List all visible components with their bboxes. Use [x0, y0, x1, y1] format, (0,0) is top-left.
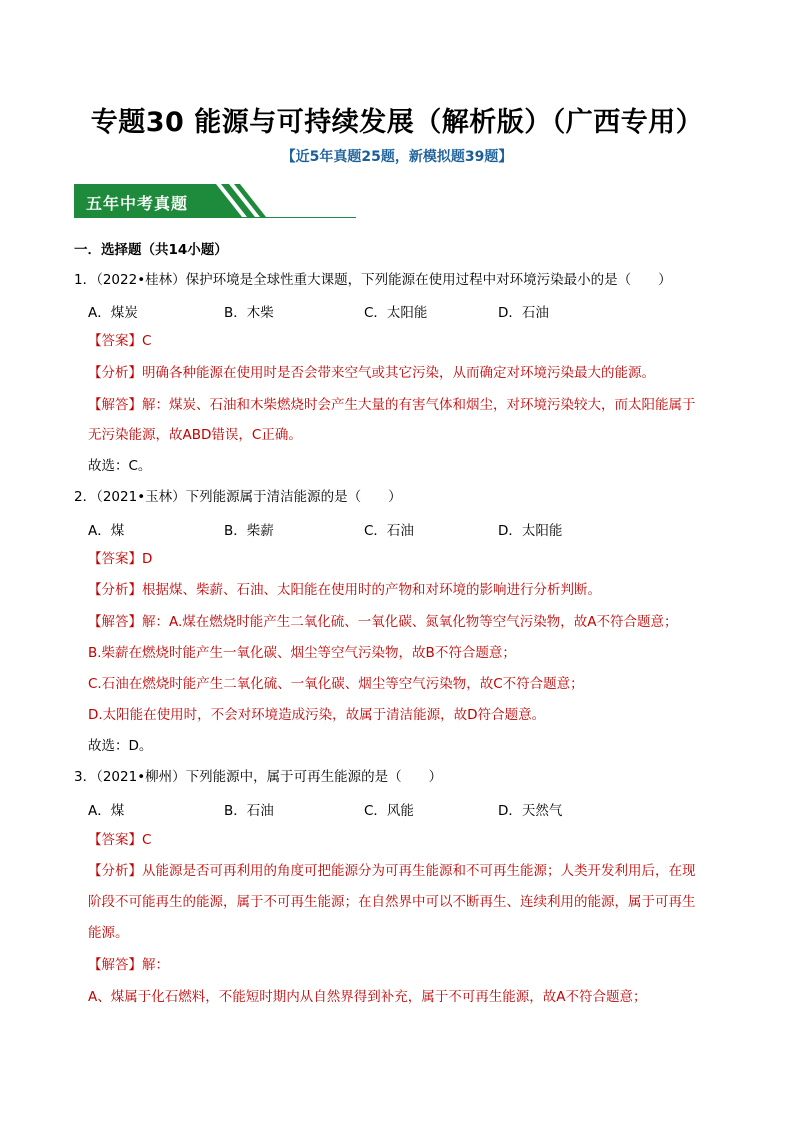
question-2-solution-line: 【解答】解：A.煤在燃烧时能产生二氧化硫、一氧化碳、氮氧化物等空气污染物，故A不符合题意；: [88, 614, 678, 630]
question-2-option-d: D．太阳能: [498, 523, 563, 539]
section-heading: 一．选择题（共14小题）: [74, 242, 228, 258]
question-2-option-a: A．煤: [88, 523, 125, 539]
question-2-solution-line: D.太阳能在使用时，不会对环境造成污染，故属于清洁能源，故D符合题意。: [88, 707, 546, 723]
question-3-option-d: D．天然气: [498, 803, 563, 819]
page-subtitle: 【近5年真题25题，新模拟题39题】: [281, 149, 513, 165]
question-2-choice: 故选：D。: [88, 738, 153, 754]
question-2-stem: 2．（2021•玉林）下列能源属于清洁能源的是（ ）: [74, 489, 402, 505]
question-1-solution-line: 【解答】解：煤炭、石油和木柴燃烧时会产生大量的有害气体和烟尘，对环境污染较大，而太阳能属于: [88, 397, 696, 413]
question-3-analysis-line: 阶段不可能再生的能源，属于不可再生能源；在自然界中可以不断再生、连续利用的能源，属于可再生: [88, 894, 696, 910]
question-3-option-a: A．煤: [88, 803, 125, 819]
question-3-option-c: C．风能: [364, 803, 414, 819]
question-3-option-b: B．石油: [224, 803, 274, 819]
question-2-option-c: C．石油: [364, 523, 414, 539]
question-1-option-a: A．煤炭: [88, 305, 138, 321]
question-1-option-d: D．石油: [498, 305, 549, 321]
question-3-solution-line: A、煤属于化石燃料，不能短时期内从自然界得到补充，属于不可再生能源，故A不符合题意；: [88, 989, 647, 1005]
question-1-stem: 1．（2022•桂林）保护环境是全球性重大课题，下列能源在使用过程中对环境污染最小的是（ ）: [74, 272, 672, 288]
question-1-option-b: B．木柴: [224, 305, 274, 321]
question-2-solution-line: B.柴薪在燃烧时能产生一氧化碳、烟尘等空气污染物，故B不符合题意；: [88, 645, 516, 661]
page-title: 专题30 能源与可持续发展（解析版）（广西专用）: [90, 107, 704, 138]
question-3-analysis-line: 【分析】从能源是否可再利用的角度可把能源分为可再生能源和不可再生能源；人类开发利用后，在现: [88, 863, 696, 879]
question-1-analysis: 【分析】明确各种能源在使用时是否会带来空气或其它污染，从而确定对环境污染最大的能源。: [88, 365, 655, 381]
question-1-answer: 【答案】C: [88, 333, 152, 349]
question-2-analysis: 【分析】根据煤、柴薪、石油、太阳能在使用时的产物和对环境的影响进行分析判断。: [88, 582, 601, 598]
question-1-solution-line: 无污染能源，故ABD错误，C正确。: [88, 427, 302, 443]
question-3-analysis-line: 能源。: [88, 925, 129, 941]
question-2-solution-line: C.石油在燃烧时能产生二氧化硫、一氧化碳、烟尘等空气污染物，故C不符合题意；: [88, 676, 584, 692]
question-2-option-b: B．柴薪: [224, 523, 274, 539]
question-1-choice: 故选：C。: [88, 458, 152, 474]
question-3-solution-head: 【解答】解：: [88, 957, 169, 973]
question-2-answer: 【答案】D: [88, 551, 153, 567]
question-3-answer: 【答案】C: [88, 832, 152, 848]
question-1-option-c: C．太阳能: [364, 305, 428, 321]
question-3-stem: 3．（2021•柳州）下列能源中，属于可再生能源的是（ ）: [74, 769, 443, 785]
banner-label: 五年中考真题: [86, 194, 189, 213]
section-banner: [74, 184, 356, 218]
